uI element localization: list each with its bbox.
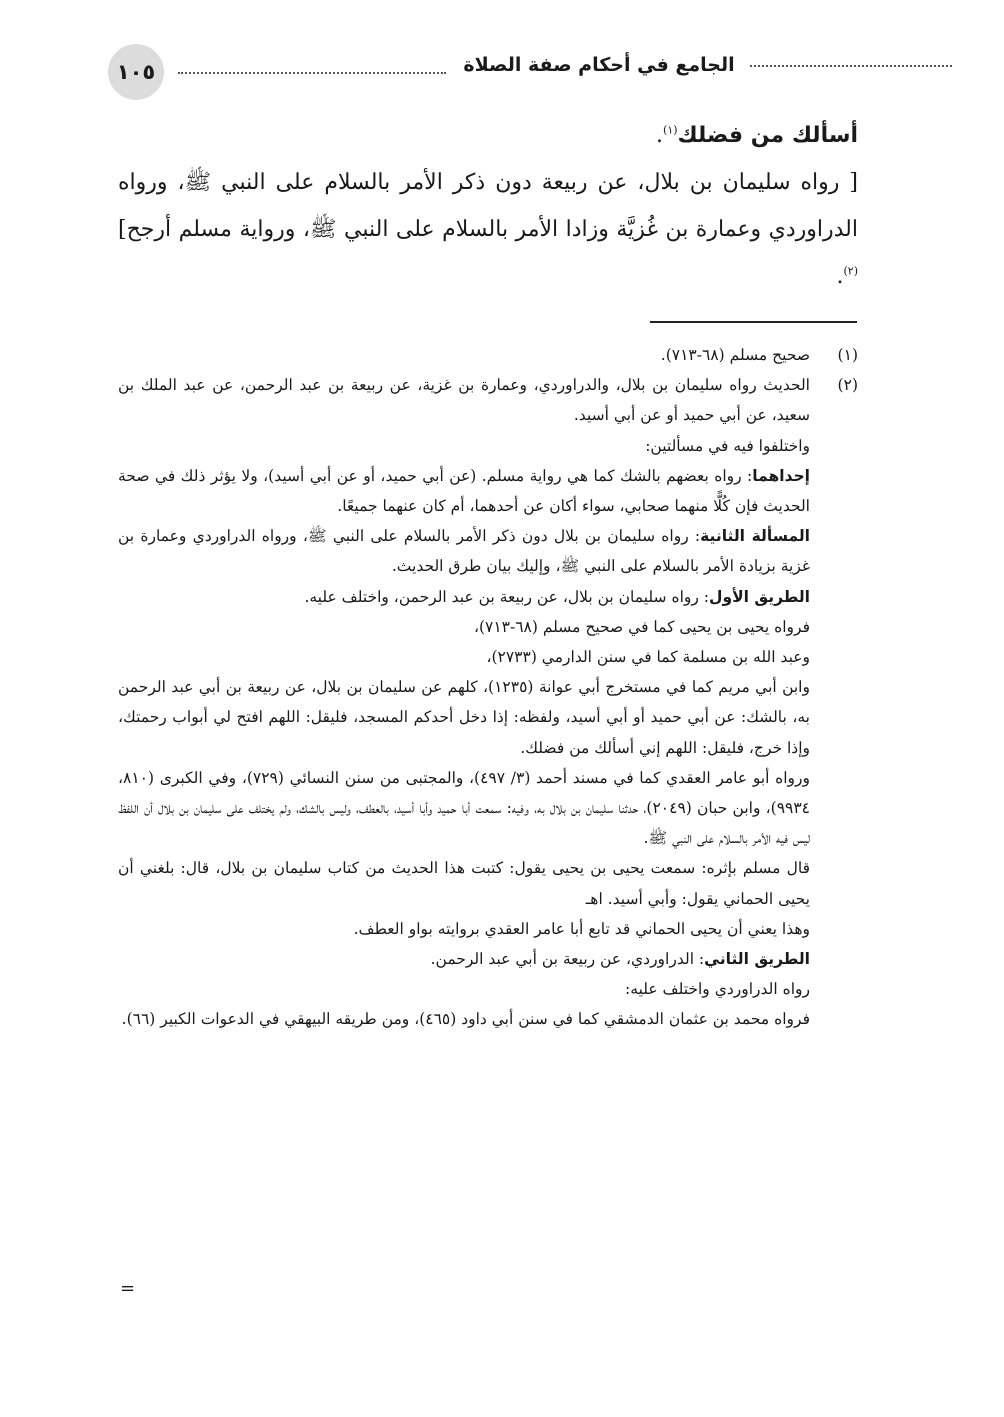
running-title: الجامع في أحكام صفة الصلاة [463, 54, 735, 76]
bold-label: الطريق الأول [709, 587, 810, 606]
bold-label: الطريق الثاني [704, 950, 810, 969]
footnote-2: (٢) الحديث رواه سليمان بن بلال، والدراوردي، وعمارة بن غزية، عن ربيعة بن عبد الرحمن، عن عبد الملك بن سعيد، عن أبي حميد أو عن أبي أسيد. واختلفوا فيه في مسألتين: إحداهما: رواه بعضهم بالشك كما هي رواية مسلم. (عن أبي حميد، أو عن أبي أسيد)، ولا يؤثر ذلك في صحة الحديث فإن كُلًّا منهما صحابي، سواء أكان عن أحدهما، أم كان عنهما جميعًا. المسألة الثانية: رواه سليمان بن بلال دون ذكر الأمر بالسلام على النبي ﷺ، ورواه الدراوردي وعمارة بن غزية بزيادة الأمر بالسلام على النبي ﷺ، وإليك بيان طرق الحديث. الطريق الأول: رواه سليمان بن بلال، عن ربيعة بن عبد الرحمن، واختلف عليه. فرواه يحيى بن يحيى كما في صحيح مسلم (٦٨-٧١٣)، وعبد الله بن مسلمة كما في سنن الدارمي (٢٧٣٣)، وابن أبي مريم كما في مستخرج أبي عوانة (١٢٣٥)، كلهم عن سليمان بن بلال، عن ربيعة بن أبي عبد الرحمن به، بالشك: عن أبي حميد أو أبي أسيد، ولفظه: إذا دخل أحدكم المسجد، فليقل: اللهم افتح لي أبواب رحمتك، وإذا خرج، فليقل: اللهم إني أسألك من فضلك. ورواه أبو عامر العقدي كما في مسند أحمد (٣/ ٤٩٧)، والمجتبى من سنن النسائي (٧٢٩)، وفي الكبرى (٨١٠، ٩٩٣٤)، وابن حبان (٢٠٤٩)، حدثنا سليمان بن بلال به، وفيه: سمعت أبا حميد وأبا أسيد، بالعطف، وليس بالشك، ولم يختلف على سليمان بن بلال أن اللفظ ليس فيه الأمر بالسلام على النبي ﷺ. قال مسلم بإثره: سمعت يحيى بن يحيى يقول: كتبت هذا الحديث من كتاب سليمان بن بلال، قال: بلغني أن يحيى الحماني يقول: وأبي أسيد. اهـ وهذا يعني أن يحيى الحماني قد تابع أبا عامر العقدي بروايته بواو العطف. الطريق الثاني: الدراوردي، عن ربيعة بن أبي عبد الرحمن. رواه الدراوردي واختلف عليه: فرواه محمد بن عثمان الدمشقي كما في سنن أبي داود (٤٦٥)، ومن طريقه البيهقي في الدعوات الكبير (٦٦). [118, 370, 858, 1034]
page-number: ١٠٥ [108, 44, 164, 100]
bold-phrase: أسألك من فضلك [677, 123, 858, 148]
page-header [108, 44, 860, 100]
header-dotted-rule [178, 72, 446, 74]
continuation-mark: = [120, 1278, 136, 1299]
footnote-number: (٢) [837, 376, 858, 395]
bold-label: إحداهما [752, 466, 810, 485]
paragraph: أسألك من فضلك$^{(١)}$. [656, 123, 858, 148]
footnotes [118, 340, 858, 1035]
main-text [118, 112, 858, 300]
paragraph: [ رواه سليمان بن بلال، عن ربيعة دون ذكر الأمر بالسلام على النبي ﷺ، ورواه الدراوردي وعمارة بن غُزيَّة وزادا الأمر بالسلام على النبي ﷺ، ورواية مسلم أرجح]$^{(٢)}$. [118, 170, 858, 289]
header-dotted-rule [750, 65, 952, 67]
footnote-1: (١) صحيح مسلم (٦٨-٧١٣). [118, 340, 858, 370]
footnote-number: (١) [837, 346, 858, 364]
footnote-separator [650, 321, 857, 323]
footnote-ref: (١) [663, 123, 678, 137]
bold-label: المسألة الثانية [700, 527, 810, 546]
footnote-ref: (٢) [843, 264, 858, 278]
